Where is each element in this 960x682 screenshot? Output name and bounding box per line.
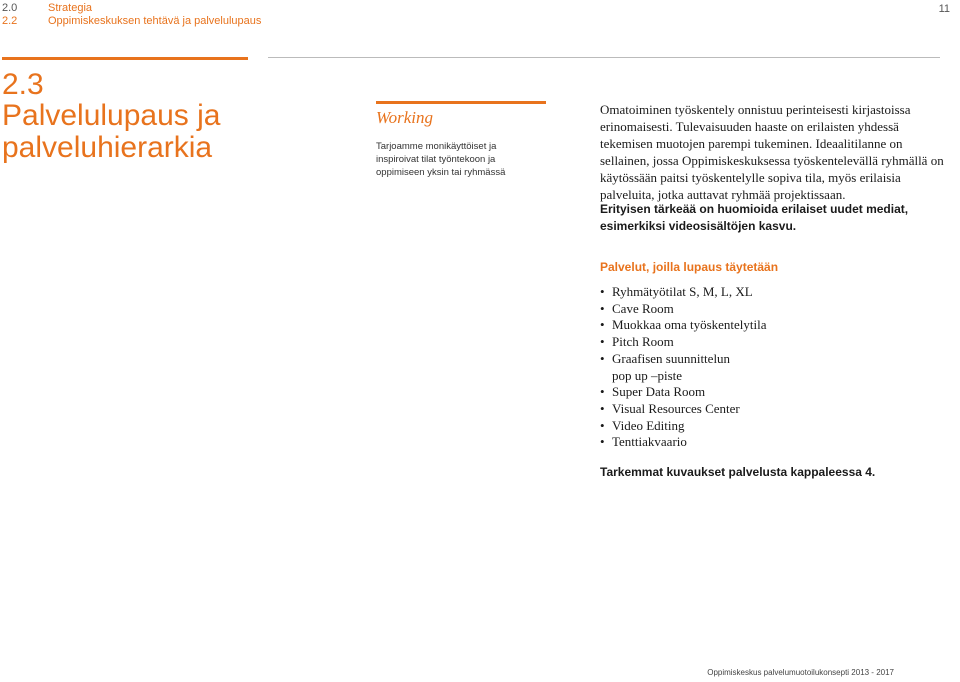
- services-list-item: [600, 434, 767, 451]
- more-info-note: Tarkemmat kuvaukset palvelusta kappaleessa 4.: [600, 465, 876, 479]
- services-item-label: Ryhmätyötilat S, M, L, XL: [612, 284, 753, 299]
- footer-text: Oppimiskeskus palvelumuotoilukonsepti 2013 - 2017: [707, 668, 894, 677]
- services-list: [600, 284, 767, 451]
- section-divider-right: [268, 57, 940, 58]
- services-item-label: Pitch Room: [612, 334, 674, 350]
- services-item-label: Cave Room: [612, 300, 674, 316]
- services-heading: Palvelut, joilla lupaus täytetään: [600, 260, 779, 274]
- section-title: Palvelulupaus ja palveluhierarkia: [2, 99, 221, 164]
- working-title: Working: [376, 108, 433, 127]
- bullet-icon: •: [600, 334, 605, 350]
- services-list-item: [600, 351, 767, 368]
- services-item-label: Tenttiakvaario: [612, 434, 687, 450]
- body-emphasis: Erityisen tärkeää on huomioida erilaiset uudet mediat, esimerkiksi videosisältöjen kasvu.: [600, 202, 909, 233]
- working-divider: [376, 101, 546, 104]
- bullet-icon: •: [600, 350, 605, 366]
- services-list-item: [600, 284, 767, 301]
- bullet-icon: •: [600, 417, 605, 433]
- services-list-item: [600, 418, 767, 435]
- bullet-icon: •: [600, 434, 605, 450]
- page-number: 11: [938, 3, 950, 15]
- services-list-item: [600, 384, 767, 401]
- services-list-item: [600, 401, 767, 418]
- bullet-icon: •: [600, 284, 605, 299]
- bullet-icon: •: [600, 384, 605, 400]
- header-section-number: 2.2: [2, 15, 18, 27]
- services-list-item: [600, 301, 767, 318]
- body-paragraph: [600, 101, 950, 203]
- section-divider-left: [2, 57, 248, 60]
- services-item-label: Super Data Room: [612, 384, 706, 400]
- services-item-label: pop up –piste: [612, 367, 683, 383]
- services-list-item: [600, 334, 767, 351]
- bullet-icon: •: [600, 400, 605, 416]
- services-item-label: Video Editing: [612, 417, 685, 433]
- section-number: 2.3: [2, 68, 44, 101]
- bullet-icon: •: [600, 300, 605, 316]
- working-description: Tarjoamme monikäyttöiset ja inspiroivat tilat työntekoon ja oppimiseen yksin tai ryhmässä: [376, 141, 506, 178]
- bullet-icon: •: [600, 317, 605, 333]
- header-chapter-title: Strategia: [48, 2, 93, 14]
- header-section-title: Oppimiskeskuksen tehtävä ja palvelulupaus: [48, 15, 262, 27]
- body-paragraph-text: Omatoiminen työskentely onnistuu perinteisesti kirjastoissa erinomaisesti. Tulevaisuuden haaste on erilaisten yhdessä tekemisen muotojen parempi tukeminen. Ideaalitilanne on sellainen, jossa Oppimiskeskuksessa työskentelevällä ryhmällä on käytössään paitsi työskentelylle sopiva tila, myös erilaisia palveluita, jotka auttavat ryhmää projektissaan.: [600, 102, 944, 202]
- services-item-label: Graafisen suunnittelun: [612, 350, 731, 366]
- services-item-label: Visual Resources Center: [612, 400, 740, 416]
- services-list-item-continuation: [600, 368, 767, 385]
- header-chapter-number: 2.0: [2, 2, 18, 14]
- services-item-label: Muokkaa oma työskentelytila: [612, 317, 767, 333]
- services-list-item: [600, 317, 767, 334]
